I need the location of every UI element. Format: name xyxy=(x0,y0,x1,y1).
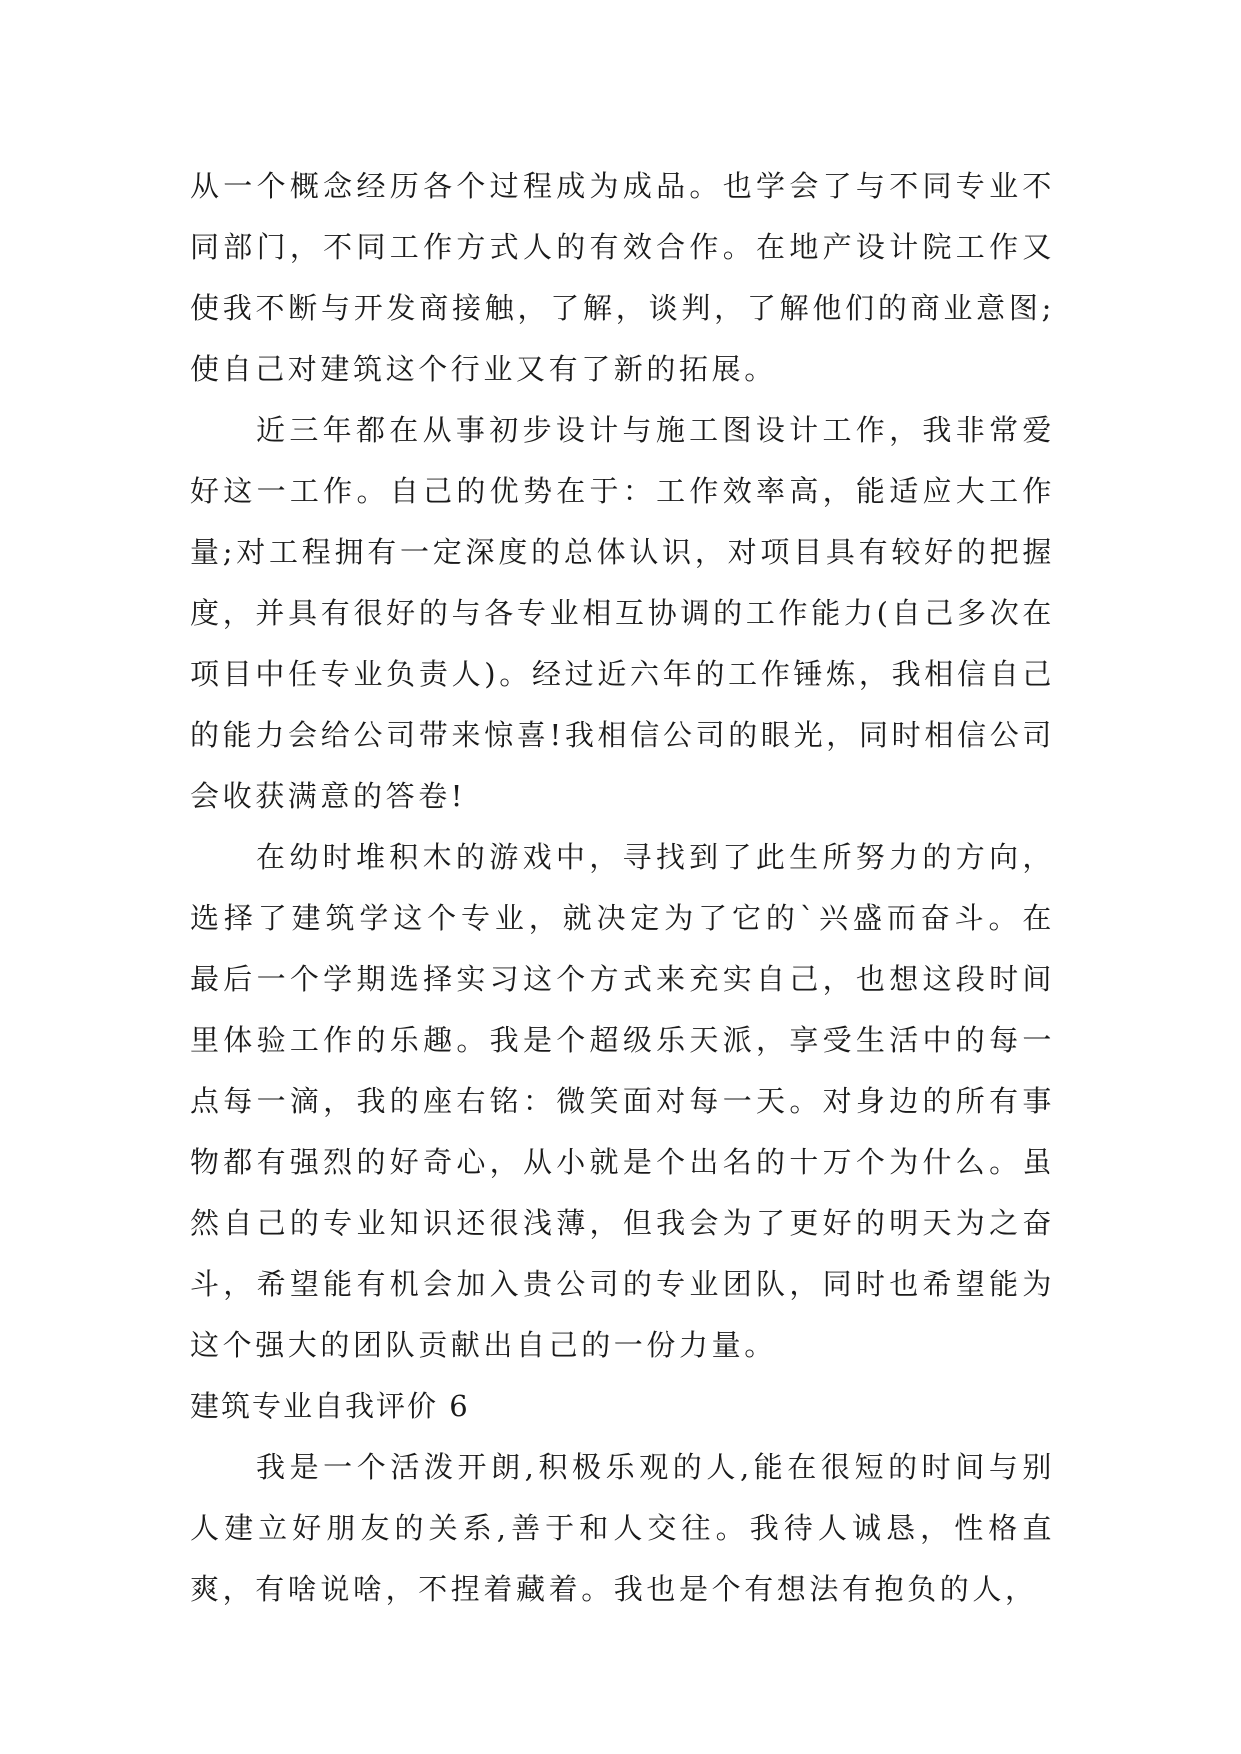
paragraph-continuation: 从一个概念经历各个过程成为成品。也学会了与不同专业不同部门，不同工作方式人的有效合作。在地产设计院工作又使我不断与开发商接触，了解，谈判，了解他们的商业意图;使自己对建筑这个行业又有了新的拓展。 xyxy=(190,169,1055,386)
paragraph-personal-intro: 在幼时堆积木的游戏中，寻找到了此生所努力的方向，选择了建筑学这个专业，就决定为了它的`兴盛而奋斗。在最后一个学期选择实习这个方式来充实自己，也想这段时间里体验工作的乐趣。我是个超级乐天派，享受生活中的每一点每一滴，我的座右铭：微笑面对每一天。对身边的所有事物都有强烈的好奇心，从小就是个出名的十万个为什么。虽然自己的专业知识还很浅薄，但我会为了更好的明天为之奋斗，希望能有机会加入贵公司的专业团队，同时也希望能为这个强大的团队贡献出自己的一份力量。 xyxy=(190,840,1055,1362)
paragraph-work-experience: 近三年都在从事初步设计与施工图设计工作，我非常爱好这一工作。自己的优势在于：工作效率高，能适应大工作量;对工程拥有一定深度的总体认识，对项目具有较好的把握度，并具有很好的与各专业相互协调的工作能力(自己多次在项目中任专业负责人)。经过近六年的工作锤炼，我相信自己的能力会给公司带来惊喜!我相信公司的眼光，同时相信公司会收获满意的答卷! xyxy=(190,413,1055,813)
document-body xyxy=(190,156,1055,1620)
paragraph-self-evaluation: 我是一个活泼开朗,积极乐观的人,能在很短的时间与别人建立好朋友的关系,善于和人交往。我待人诚恳，性格直爽，有啥说啥，不捏着藏着。我也是个有想法有抱负的人， xyxy=(190,1450,1055,1606)
section-heading: 建筑专业自我评价 6 xyxy=(190,1389,470,1423)
